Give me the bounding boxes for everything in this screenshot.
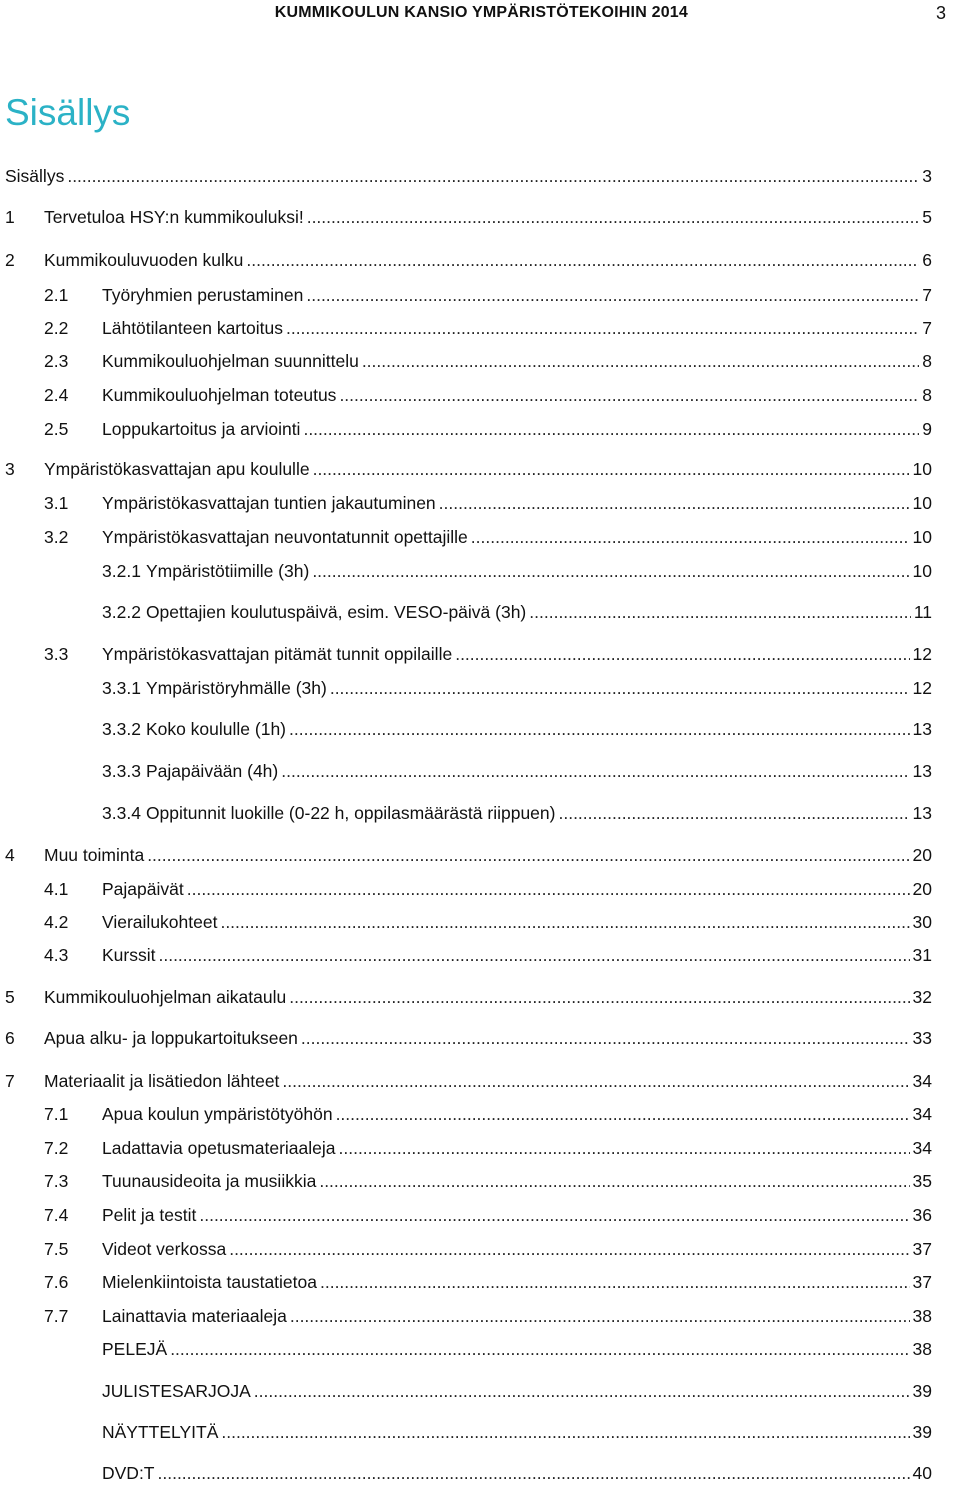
dot-leader [303, 416, 919, 442]
toc-entry-page: 39 [912, 1422, 932, 1442]
toc-entry[interactable] [0, 315, 932, 341]
toc-entry[interactable] [0, 382, 932, 408]
dot-leader [199, 1202, 909, 1228]
toc-entry-page: 9 [922, 419, 932, 439]
toc-entry-number: 7 [5, 1071, 15, 1091]
dot-leader [158, 1460, 910, 1486]
toc-entry-title: Pelit ja testit [102, 1205, 197, 1225]
toc-entry-number: 4.1 [44, 879, 69, 899]
dot-leader [471, 524, 910, 550]
toc-entry-page: 5 [922, 207, 932, 227]
dot-leader [306, 282, 919, 308]
toc-entry-number: 3.1 [44, 493, 69, 513]
toc-entry-title: Mielenkiintoista taustatietoa [102, 1272, 317, 1292]
dot-leader [246, 247, 919, 273]
toc-entry-title: Kummikouluohjelman toteutus [102, 385, 337, 405]
toc-entry-page: 31 [912, 945, 932, 965]
toc-entry-number: 2 [5, 250, 15, 270]
toc-entry-number: 6 [5, 1028, 15, 1048]
toc-entry-number: 4 [5, 845, 15, 865]
toc-entry[interactable] [0, 490, 932, 516]
toc-entry-page: 33 [912, 1028, 932, 1048]
toc-entry-number: 7.6 [44, 1272, 69, 1292]
dot-leader [281, 758, 909, 784]
toc-entry-title: Työryhmien perustaminen [102, 285, 304, 305]
toc-entry-page: 6 [922, 250, 932, 270]
toc-entry[interactable] [0, 416, 932, 442]
dot-leader [330, 675, 910, 701]
toc-entry-number: 2.5 [44, 419, 69, 439]
toc-entry-number: 7.5 [44, 1239, 69, 1259]
toc-entry[interactable] [0, 909, 932, 935]
toc-entry-page: 36 [912, 1205, 932, 1225]
toc-entry[interactable] [0, 1303, 932, 1329]
toc-entry-page: 20 [912, 879, 932, 899]
toc-entry-title: Loppukartoitus ja arviointi [102, 419, 301, 439]
dot-leader [286, 315, 919, 341]
toc-entry-page: 10 [912, 561, 932, 581]
toc-entry[interactable] [0, 842, 932, 868]
toc-entry-title: NÄYTTELYITÄ [102, 1422, 219, 1442]
dot-leader [147, 842, 909, 868]
toc-entry[interactable] [0, 456, 932, 482]
toc-entry-title: Sisällys [5, 166, 65, 186]
toc-entry-page: 37 [912, 1239, 932, 1259]
dot-leader [158, 942, 909, 968]
dot-leader [301, 1025, 910, 1051]
dot-leader [558, 800, 909, 826]
toc-entry-page: 40 [912, 1463, 932, 1483]
dot-leader [312, 558, 909, 584]
toc-entry-page: 10 [912, 493, 932, 513]
toc-entry-number: 7.7 [44, 1306, 69, 1326]
toc-entry-page: 13 [912, 761, 932, 781]
toc-entry-number: 7.2 [44, 1138, 69, 1158]
toc-entry[interactable] [0, 558, 932, 584]
page-title: Sisällys [5, 92, 131, 133]
toc-entry-page: 13 [912, 803, 932, 823]
toc-entry-number: 3.3.4 [102, 803, 141, 823]
dot-leader [170, 1336, 909, 1362]
toc-entry-number: 7.3 [44, 1171, 69, 1191]
toc-entry-title: Ympäristötiimille (3h) [145, 561, 310, 581]
toc-entry-page: 8 [922, 351, 932, 371]
toc-entry-title: Oppitunnit luokille (0-22 h, oppilasmäärästä riippuen) [145, 803, 556, 823]
toc-entry-title: PELEJÄ [102, 1339, 168, 1359]
toc-entry[interactable] [0, 876, 932, 902]
toc-entry-page: 30 [912, 912, 932, 932]
toc-entry-page: 20 [912, 845, 932, 865]
toc-entry-title: Apua alku- ja loppukartoitukseen [44, 1028, 298, 1048]
toc-entry-title: Lainattavia materiaaleja [102, 1306, 287, 1326]
toc-entry-number: 3 [5, 459, 15, 479]
toc-entry[interactable] [0, 282, 932, 308]
toc-entry-title: Ympäristökasvattajan tuntien jakautuminen [102, 493, 436, 513]
toc-entry[interactable] [0, 800, 932, 826]
toc-entry-page: 11 [913, 602, 932, 622]
toc-entry[interactable] [0, 716, 932, 742]
toc-entry-title: Videot verkossa [102, 1239, 227, 1259]
toc-entry-page: 8 [922, 385, 932, 405]
dot-leader [289, 716, 910, 742]
dot-leader [313, 456, 910, 482]
dot-leader [282, 1068, 909, 1094]
toc-entry[interactable] [0, 1378, 932, 1404]
document-header-title: KUMMIKOULUN KANSIO YMPÄRISTÖTEKOIHIN 2014 [274, 4, 688, 21]
toc-entry-title: Kummikouluohjelman suunnittelu [102, 351, 359, 371]
toc-entry[interactable] [0, 1460, 932, 1486]
dot-leader [289, 984, 909, 1010]
toc-entry[interactable] [0, 247, 932, 273]
toc-entry-title: Muu toiminta [44, 845, 145, 865]
toc-entry-title: Opettajien koulutuspäivä, esim. VESO-päivä (3h) [145, 602, 527, 622]
toc-entry[interactable] [0, 524, 932, 550]
toc-entry[interactable] [0, 1135, 932, 1161]
toc-entry-page: 34 [912, 1138, 932, 1158]
dot-leader [320, 1269, 910, 1295]
toc-entry-number: 3.3.3 [102, 761, 141, 781]
dot-leader [339, 382, 919, 408]
toc-entry[interactable] [0, 1202, 932, 1228]
toc-entry-page: 12 [912, 678, 932, 698]
toc-entry-page: 7 [922, 318, 932, 338]
dot-leader [362, 348, 919, 374]
toc-entry-title: Ympäristökasvattajan neuvontatunnit opettajille [102, 527, 468, 547]
toc-entry-page: 38 [912, 1306, 932, 1326]
toc-entry-number: 4.3 [44, 945, 69, 965]
toc-entry-page: 7 [922, 285, 932, 305]
toc-entry-title: Ympäristöryhmälle (3h) [145, 678, 327, 698]
toc-entry-number: 2.2 [44, 318, 69, 338]
toc-entry-number: 1 [5, 207, 15, 227]
toc-entry[interactable] [0, 163, 932, 189]
toc-entry[interactable] [0, 675, 932, 701]
toc-entry-title: Apua koulun ympäristötyöhön [102, 1104, 333, 1124]
toc-entry-page: 39 [912, 1381, 932, 1401]
toc-entry[interactable] [0, 1101, 932, 1127]
toc-entry-title: Ympäristökasvattajan apu koululle [44, 459, 310, 479]
toc-entry-number: 3.3.1 [102, 678, 141, 698]
toc-entry-title: DVD:T [102, 1463, 155, 1483]
toc-entry-number: 3.2.2 [102, 602, 141, 622]
dot-leader [67, 163, 919, 189]
toc-entry-title: Lähtötilanteen kartoitus [102, 318, 283, 338]
toc-entry-title: Kummikouluohjelman aikataulu [44, 987, 287, 1007]
dot-leader [221, 1419, 909, 1445]
toc-entry-page: 10 [912, 459, 932, 479]
toc-entry-title: Koko koululle (1h) [145, 719, 287, 739]
toc-entry-title: Materiaalit ja lisätiedon lähteet [44, 1071, 280, 1091]
toc-entry-page: 12 [912, 644, 932, 664]
toc-entry-number: 3.3.2 [102, 719, 141, 739]
toc-entry[interactable] [0, 1236, 932, 1262]
toc-entry-title: Ympäristökasvattajan pitämät tunnit oppilaille [102, 644, 453, 664]
dot-leader [229, 1236, 909, 1262]
dot-leader [307, 204, 920, 230]
toc-entry[interactable] [0, 1025, 932, 1051]
dot-leader [187, 876, 910, 902]
toc-entry-number: 4.2 [44, 912, 69, 932]
toc-entry-page: 34 [912, 1104, 932, 1124]
toc-entry-number: 2.4 [44, 385, 69, 405]
toc-entry-number: 3.2 [44, 527, 69, 547]
toc-entry[interactable] [0, 599, 932, 625]
toc-entry-page: 35 [912, 1171, 932, 1191]
toc-entry[interactable] [0, 1419, 932, 1445]
dot-leader [290, 1303, 910, 1329]
toc-entry-page: 13 [912, 719, 932, 739]
toc-entry-number: 2.1 [44, 285, 69, 305]
page-number: 3 [935, 3, 946, 23]
toc-entry[interactable] [0, 1269, 932, 1295]
toc-entry-page: 34 [912, 1071, 932, 1091]
toc-entry-page: 38 [912, 1339, 932, 1359]
toc-entry[interactable] [0, 348, 932, 374]
running-header [0, 0, 960, 40]
toc-entry[interactable] [0, 1168, 932, 1194]
toc-entry[interactable] [0, 984, 932, 1010]
toc-entry-number: 2.3 [44, 351, 69, 371]
toc-entry-title: Tuunausideoita ja musiikkia [102, 1171, 317, 1191]
toc-entry-title: Kurssit [102, 945, 156, 965]
dot-leader [455, 641, 909, 667]
dot-leader [254, 1378, 910, 1404]
dot-leader [439, 490, 910, 516]
toc-entry-title: Ladattavia opetusmateriaaleja [102, 1138, 336, 1158]
toc-entry[interactable] [0, 1336, 932, 1362]
toc-entry[interactable] [0, 1068, 932, 1094]
toc-entry-title: JULISTESARJOJA [102, 1381, 251, 1401]
toc-entry-page: 3 [922, 166, 932, 186]
toc-entry[interactable] [0, 758, 932, 784]
toc-entry-page: 37 [912, 1272, 932, 1292]
toc-entry-number: 3.3 [44, 644, 69, 664]
toc-entry-page: 32 [912, 987, 932, 1007]
toc-entry-number: 3.2.1 [102, 561, 141, 581]
toc-entry-title: Pajapäivät [102, 879, 184, 899]
toc-entry-page: 10 [912, 527, 932, 547]
dot-leader [220, 909, 909, 935]
toc-entry[interactable] [0, 641, 932, 667]
dot-leader [339, 1135, 910, 1161]
toc-entry-title: Vierailukohteet [102, 912, 218, 932]
dot-leader [529, 599, 911, 625]
toc-entry-number: 5 [5, 987, 15, 1007]
toc-entry-number: 7.1 [44, 1104, 69, 1124]
toc-entry[interactable] [0, 204, 932, 230]
toc-entry[interactable] [0, 942, 932, 968]
toc-entry-title: Kummikouluvuoden kulku [44, 250, 244, 270]
toc-entry-title: Pajapäivään (4h) [145, 761, 279, 781]
dot-leader [336, 1101, 910, 1127]
toc-entry-title: Tervetuloa HSY:n kummikouluksi! [44, 207, 304, 227]
toc-entry-number: 7.4 [44, 1205, 69, 1225]
dot-leader [319, 1168, 909, 1194]
